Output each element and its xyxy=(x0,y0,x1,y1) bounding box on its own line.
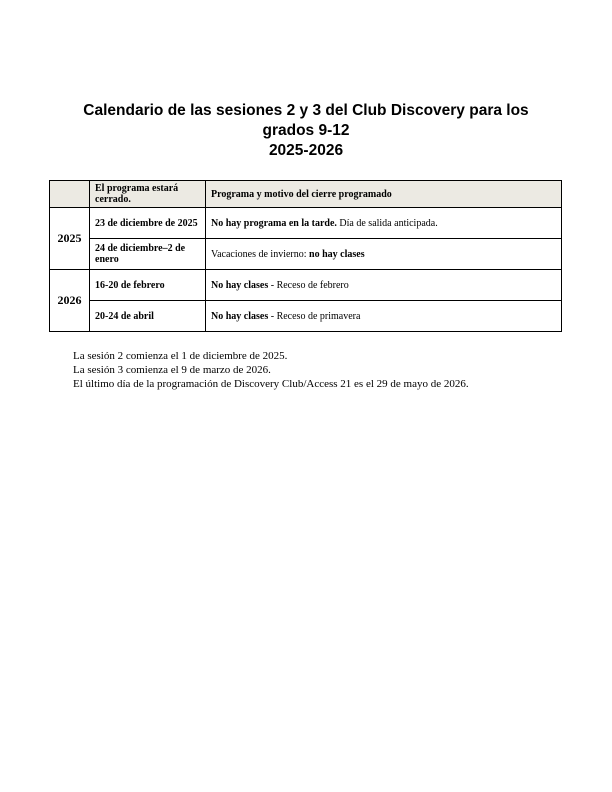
note-session-2: La sesión 2 comienza el 1 de diciembre de 2025. xyxy=(73,350,288,362)
table-row xyxy=(50,239,562,270)
reason-bold: No hay programa en la tarde. xyxy=(211,217,337,229)
header-year xyxy=(50,181,90,208)
note-last-day: El último día de la programación de Discovery Club/Access 21 es el 29 de mayo de 2026. xyxy=(73,378,469,390)
reason-bold: No hay clases xyxy=(211,279,269,291)
date-cell: 24 de diciembre–2 de enero xyxy=(90,239,206,270)
reason-cell xyxy=(206,270,562,301)
year-cell: 2025 xyxy=(50,208,90,270)
document-title xyxy=(70,101,542,161)
date-cell: 16-20 de febrero xyxy=(90,270,206,301)
table-header-row xyxy=(50,181,562,208)
table-row xyxy=(50,208,562,239)
reason-text: - Receso de primavera xyxy=(268,310,361,322)
title-line-3: 2025-2026 xyxy=(268,142,344,159)
table-row xyxy=(50,270,562,301)
reason-text: Día de salida anticipada. xyxy=(336,217,438,229)
reason-cell xyxy=(206,208,562,239)
reason-text: - Receso de febrero xyxy=(268,279,349,291)
header-closed-dates: El programa estará cerrado. xyxy=(90,181,206,208)
reason-bold: no hay clases xyxy=(309,248,365,260)
reason-bold: No hay clases xyxy=(211,310,269,322)
note-session-3: La sesión 3 comienza el 9 de marzo de 2026. xyxy=(73,364,271,376)
date-cell: 20-24 de abril xyxy=(90,301,206,332)
reason-cell xyxy=(206,301,562,332)
session-notes xyxy=(73,349,469,391)
header-closure-reason: Programa y motivo del cierre programado xyxy=(206,181,562,208)
reason-cell xyxy=(206,239,562,270)
date-cell: 23 de diciembre de 2025 xyxy=(90,208,206,239)
year-cell: 2026 xyxy=(50,270,90,332)
title-line-1: Calendario de las sesiones 2 y 3 del Club Discovery para los xyxy=(83,102,529,119)
table-row xyxy=(50,301,562,332)
title-line-2: grados 9-12 xyxy=(262,122,350,139)
reason-text: Vacaciones de invierno: xyxy=(211,248,310,260)
closure-schedule-table xyxy=(49,180,562,332)
